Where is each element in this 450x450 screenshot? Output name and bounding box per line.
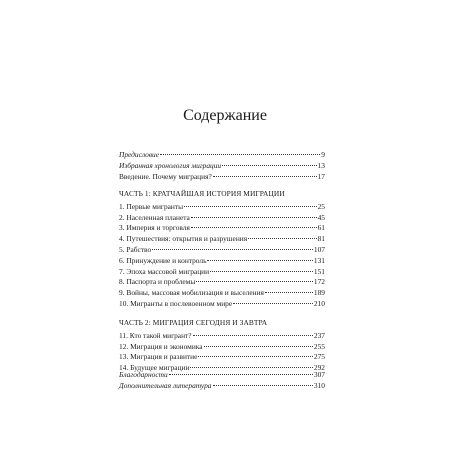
- toc-entry-page-number: 131: [313, 255, 325, 265]
- toc-entry: [119, 381, 325, 392]
- toc-entry-title: Введение. Почему миграция?: [119, 171, 212, 181]
- toc-entry-title: Благодарности: [119, 370, 168, 379]
- toc-entry-page-number: 151: [313, 266, 325, 276]
- toc-entry-title: Предисловие: [119, 150, 160, 159]
- dot-leader: [233, 303, 313, 304]
- dot-leader: [213, 385, 313, 386]
- dot-leader: [191, 217, 317, 218]
- dot-leader: [248, 238, 316, 239]
- toc-entry-page-number: 275: [313, 352, 325, 362]
- toc-entry-title: 12. Миграция и экономика: [119, 341, 203, 351]
- toc-entry-page-number: 25: [317, 201, 325, 211]
- dot-leader: [190, 367, 312, 368]
- toc-entry-page-number: 9: [321, 150, 325, 159]
- toc-entry-page-number: 307: [313, 370, 325, 379]
- toc-entry: [119, 150, 325, 161]
- dot-leader: [160, 154, 320, 155]
- toc-entry: [119, 161, 325, 172]
- toc-entry-page-number: 237: [313, 330, 325, 340]
- toc-entry: [119, 245, 325, 256]
- part-1-entries: [119, 202, 325, 310]
- toc-entry-title: 9. Войны, массовая мобилизация и выселения: [119, 288, 264, 298]
- dot-leader: [196, 281, 313, 282]
- part-2-heading: ЧАСТЬ 2: МИГРАЦИЯ СЕГОДНЯ И ЗАВТРА: [119, 318, 268, 327]
- toc-entry-title: 6. Принуждение и контроль: [119, 255, 207, 265]
- toc-entry-page-number: 17: [317, 171, 325, 181]
- toc-part-1-section: [119, 189, 325, 310]
- toc-entry-page-number: 210: [313, 298, 325, 308]
- toc-outro-section: [119, 370, 325, 392]
- toc-entry-page-number: 81: [317, 234, 325, 244]
- toc-entry-title: Избранная хронология миграции: [119, 160, 222, 170]
- dot-leader: [210, 271, 313, 272]
- toc-entry-page-number: 45: [317, 212, 325, 222]
- dot-leader: [184, 206, 317, 207]
- dot-leader: [169, 374, 313, 375]
- toc-entry-title: 13. Миграция и развитие: [119, 352, 198, 362]
- toc-entry-page-number: 172: [313, 277, 325, 287]
- toc-entry: [119, 172, 325, 183]
- toc-entry: [119, 342, 325, 353]
- toc-entry: [119, 202, 325, 213]
- toc-entry-page-number: 310: [313, 380, 325, 390]
- toc-entry: [119, 352, 325, 363]
- toc-entry-page-number: 13: [317, 160, 325, 170]
- toc-entry: [119, 223, 325, 234]
- dot-leader: [213, 176, 317, 177]
- dot-leader: [204, 346, 313, 347]
- part-1-heading: ЧАСТЬ 1: КРАТЧАЙШАЯ ИСТОРИЯ МИГРАЦИИ: [119, 189, 285, 198]
- dot-leader: [191, 227, 317, 228]
- toc-entry-title: 1. Первые мигранты: [119, 201, 184, 211]
- toc-entry-page-number: 189: [313, 288, 325, 298]
- toc-entry-title: Дополнительная литература: [119, 380, 212, 390]
- toc-entry-title: 7. Эпоха массовой миграции: [119, 266, 210, 276]
- toc-entry-title: 8. Паспорта и проблемы: [119, 277, 196, 287]
- toc-entry-page-number: 292: [313, 363, 325, 373]
- dot-leader: [198, 356, 313, 357]
- toc-entry: [119, 277, 325, 288]
- toc-entry-title: 2. Населенная планета: [119, 212, 190, 222]
- toc-entry-title: 11. Кто такой мигрант?: [119, 330, 192, 340]
- toc-entry-page-number: 61: [317, 223, 325, 233]
- toc-entry: [119, 288, 325, 299]
- toc-entry-title: 3. Империя и торговля: [119, 223, 190, 233]
- toc-entry: [119, 234, 325, 245]
- toc-entry: [119, 331, 325, 342]
- part-2-entries: [119, 331, 325, 374]
- toc-entry: [119, 213, 325, 224]
- toc-entry: [119, 256, 325, 267]
- toc-entry-title: 5. Рабство: [119, 244, 152, 254]
- dot-leader: [265, 292, 313, 293]
- toc-entry: [119, 299, 325, 310]
- dot-leader: [193, 335, 313, 336]
- toc-entry-title: 10. Мигранты в послевоенном мире: [119, 298, 233, 308]
- toc-entry-page-number: 255: [313, 341, 325, 351]
- toc-part-2-section: [119, 318, 325, 374]
- page-title: Содержание: [183, 107, 267, 124]
- toc-entry: [119, 267, 325, 278]
- dot-leader: [152, 249, 313, 250]
- toc-entry-page-number: 107: [313, 244, 325, 254]
- dot-leader: [207, 260, 312, 261]
- dot-leader: [222, 165, 316, 166]
- toc-intro-section: [119, 150, 325, 182]
- toc-entry: [119, 370, 325, 381]
- toc-entry-title: 14. Будущее миграции: [119, 363, 190, 373]
- toc-entry-title: 4. Путешествия: открытия и разрушения: [119, 234, 248, 244]
